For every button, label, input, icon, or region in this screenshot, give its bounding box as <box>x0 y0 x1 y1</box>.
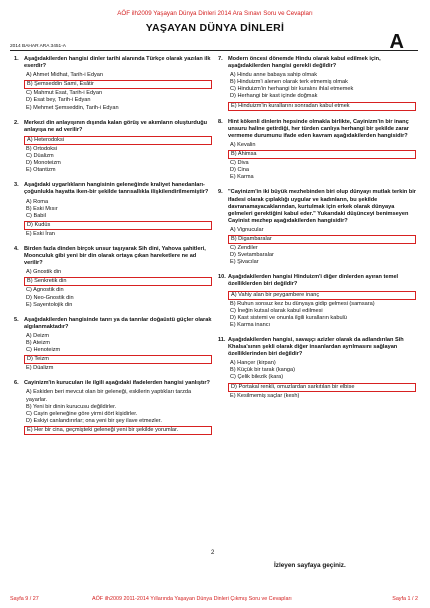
answer-option <box>24 340 212 347</box>
option-letter: C) <box>230 307 236 314</box>
option-letter: A) <box>26 332 32 339</box>
option-text: Kevalin <box>237 141 256 148</box>
option-letter: D) <box>230 93 236 100</box>
exam-code: 2014 BAHAR ARA 3451-A <box>10 44 66 49</box>
question-number: 7. <box>218 56 223 62</box>
option-text: Teizm <box>34 356 49 363</box>
option-letter: D) <box>27 221 33 228</box>
answer-option-highlighted <box>24 136 212 145</box>
footer-center: AÖF ilh2009 2011-2014 Yıllarında Yaşayan Dünya Dinleri Çıkmış Soru ve Cevapları <box>92 596 292 602</box>
next-page-note: İzleyen sayfaya geçiniz. <box>274 562 346 569</box>
option-text: Diva <box>237 160 249 167</box>
option-text: Karma inancı <box>237 321 271 328</box>
left-column <box>14 56 212 443</box>
question-stem: Aşağıdakilerden hangisi, savaşçı azizler olarak da adlandırılan Sih Khalsa'sının şekli olarak diğer insanlardan ayrılmasını sağlayan özelliklerinden biri değildir? <box>228 337 404 358</box>
answer-option <box>228 227 416 234</box>
option-list <box>24 333 212 372</box>
answer-option <box>24 287 212 294</box>
question-stem: Merkezi din anlayışının dışında kalan görüş ve akımların oluşturduğu anlayışa ne ad verilir? <box>24 119 208 133</box>
question-number: 8. <box>218 118 223 125</box>
question-stem: Aşağıdakilerden hangisi Hinduizm'i diğer dinlerden ayıran temel özelliklerden biri değildir? <box>228 274 399 288</box>
option-letter: A) <box>230 72 236 79</box>
answer-option <box>24 90 212 97</box>
answer-option <box>24 105 212 112</box>
option-text: Heterodoksi <box>34 136 65 143</box>
answer-option <box>24 302 212 309</box>
answer-option-highlighted <box>228 291 416 300</box>
option-text: Hançer (kirpan) <box>237 360 276 367</box>
question-number: 1. <box>14 56 19 62</box>
answer-option <box>24 160 212 167</box>
option-text: Kast sistemi ve onunla ilgili kuralların kabulü <box>237 314 347 321</box>
option-text: Eski Mısır <box>33 205 58 212</box>
option-text: Portakal renkli, omuzlardan sarkıtılan bir elbise <box>238 383 355 390</box>
option-text: Mahmut Esat, Tarih-i Edyan <box>33 90 103 97</box>
answer-option-highlighted <box>228 150 416 159</box>
option-text: Senkretik din <box>34 278 67 285</box>
option-text: Otantizm <box>33 167 56 174</box>
option-text: Svetambaralar <box>237 252 274 259</box>
answer-option <box>24 167 212 174</box>
option-text: Ortodoksi <box>33 145 58 152</box>
answer-option <box>24 153 212 160</box>
answer-option <box>228 360 416 367</box>
option-text: Küçük bir tarak (kanga) <box>237 367 295 374</box>
answer-option <box>24 347 212 354</box>
option-letter: D) <box>26 160 32 167</box>
option-text: Roma <box>33 198 49 205</box>
answer-option <box>24 231 212 238</box>
question-block <box>14 119 212 175</box>
answer-option <box>24 199 212 206</box>
question-number: 3. <box>14 182 19 189</box>
option-letter: E) <box>26 230 32 237</box>
question-number: 4. <box>14 245 19 252</box>
option-text: Şivacılar <box>237 259 259 266</box>
question-stem: Aşağıdakilerden hangisi dinler tarihi alanında Türkçe olarak yazılan ilk eserdir? <box>24 56 211 70</box>
option-text: Cayin geleneğine göre yirmi dört kişidirler. <box>33 410 138 417</box>
option-letter: C) <box>230 245 236 252</box>
option-text: Hinduizm'i alenen olarak terk etmemiş olmak <box>237 79 348 86</box>
option-letter: A) <box>26 389 32 396</box>
option-letter: D) <box>230 252 236 259</box>
answer-option <box>228 86 416 93</box>
option-text: Digambaralar <box>238 235 272 242</box>
option-letter: A) <box>230 141 236 148</box>
answer-option-highlighted <box>228 383 416 392</box>
option-letter: A) <box>231 291 237 298</box>
option-letter: C) <box>230 160 236 167</box>
question-stem: Aşağıdaki uygarlıkların hangisinin geleneğinde kraliyet hanedanları-çoğunlukla hayatta iken-bir şekilde tanrısallıkla ilişkilendirilmemiştir? <box>24 182 209 196</box>
option-list <box>228 227 416 266</box>
option-text: Her bir cina, geçmişteki geleneği yeni bir şekilde yorumlar. <box>34 426 179 433</box>
option-text: Monoteizm <box>33 160 61 167</box>
answer-option <box>228 167 416 174</box>
option-text: Ahmet Midhat, Tarih-i Edyan <box>32 72 104 79</box>
option-letter: E) <box>26 301 32 308</box>
header-divider <box>10 50 418 51</box>
answer-option <box>228 93 416 100</box>
answer-option <box>228 308 416 315</box>
question-number: 10. <box>218 274 226 281</box>
option-text: Henoteizm <box>33 347 61 354</box>
page-number: 2 <box>211 550 215 556</box>
option-letter: D) <box>26 294 32 301</box>
option-letter: D) <box>26 97 32 104</box>
answer-option <box>228 322 416 329</box>
option-letter: E) <box>231 102 237 109</box>
booklet-letter: A <box>389 31 404 53</box>
option-letter: A) <box>27 136 33 143</box>
answer-option <box>24 72 212 79</box>
question-block <box>14 182 212 238</box>
answer-option <box>24 418 212 425</box>
answer-option-highlighted <box>24 80 212 89</box>
answer-option <box>228 393 416 400</box>
option-letter: D) <box>27 356 33 363</box>
answer-option <box>228 367 416 374</box>
answer-option-highlighted <box>24 221 212 230</box>
option-text: Karma <box>237 174 254 181</box>
option-list <box>24 199 212 238</box>
option-text: Eskiyi canlandırırlar; ona yeni bir şey ilave etmezler. <box>33 417 162 424</box>
option-letter: C) <box>26 212 32 219</box>
option-text: Mehmet Şemseddin, Tarih-i Edyan <box>33 104 119 111</box>
option-text: Sayentolojik din <box>33 301 73 308</box>
question-number: 2. <box>14 119 19 126</box>
document-header-line: AÖF ilh2009 Yaşayan Dünya Dinleri 2014 Ara Sınavı Soru ve Cevapları <box>117 10 313 17</box>
answer-option <box>24 206 212 213</box>
option-letter: A) <box>26 72 32 79</box>
option-text: Kesilmemiş saçlar (kesh) <box>237 392 300 399</box>
option-text: Deizm <box>33 332 50 339</box>
option-letter: E) <box>26 167 32 174</box>
option-text: Düalizm <box>33 153 54 160</box>
option-letter: E) <box>230 321 236 328</box>
option-text: Babil <box>33 212 46 219</box>
option-letter: E) <box>26 104 32 111</box>
footer-left: Sayfa 9 / 27 <box>10 596 39 602</box>
footer-right: Sayfa 1 / 2 <box>392 596 418 602</box>
option-letter: C) <box>26 287 32 294</box>
option-text: Ahimsa <box>237 151 257 158</box>
option-letter: B) <box>230 367 236 374</box>
option-letter: D) <box>230 314 236 321</box>
answer-option <box>24 213 212 220</box>
option-text: Eskiden beri mevcut olan bir geleneği, eskilerin yaptıkları tarzda yayarlar. <box>26 389 192 403</box>
option-list <box>24 389 212 435</box>
option-text: Yeni bir dinin kurucusu değildirler. <box>33 403 117 410</box>
question-block <box>218 337 416 400</box>
answer-option <box>24 146 212 153</box>
answer-option-highlighted <box>228 235 416 244</box>
question-number: 6. <box>14 380 19 387</box>
answer-option <box>228 79 416 86</box>
answer-option <box>24 389 212 403</box>
question-number: 9. <box>218 189 223 196</box>
question-number: 5. <box>14 316 19 323</box>
answer-option <box>228 301 416 308</box>
option-letter: A) <box>230 360 236 367</box>
answer-option-highlighted <box>24 426 212 435</box>
option-letter: B) <box>26 403 32 410</box>
answer-option <box>228 245 416 252</box>
option-letter: E) <box>230 174 236 181</box>
option-text: Agnostik din <box>33 287 64 294</box>
question-block <box>14 245 212 309</box>
option-letter: C) <box>230 374 236 381</box>
right-column <box>218 56 416 408</box>
option-letter: B) <box>26 340 32 346</box>
option-letter: A) <box>230 226 236 233</box>
answer-option <box>24 295 212 302</box>
answer-option <box>24 365 212 372</box>
answer-option <box>228 259 416 266</box>
option-letter: E) <box>26 365 32 372</box>
option-text: Gnostik din <box>33 269 62 276</box>
question-block <box>14 380 212 435</box>
question-stem: Birden fazla dinden birçok unsur taşıyarak Sih dini, Yahova şahitleri, Moonculuk gibi yeni bir din olarak ortaya çıkan hareketlere ne ad verilir? <box>24 245 206 267</box>
question-stem: "Cayinizm'in iki büyük mezhebinden biri olup dünyayı mutlak terkin bir ifadesi olarak çıplaklığı uygular ve kadınların, bu şekilde davranamayacaklarından, kurtulmak için erkek olarak dünyaya gelmeleri gerektiğini kabul eder." Yukarıdaki düşünceyi benimseyen Cayinist mezhep aşağıdakilerden hangisidir? <box>228 189 416 224</box>
option-text: Eski İran <box>33 230 55 237</box>
option-letter: B) <box>230 300 236 307</box>
option-letter: A) <box>26 198 32 205</box>
option-list <box>24 72 212 111</box>
option-text: Vahiy alan bir peygambere inanç <box>238 291 320 298</box>
question-stem: Modern öncesi dönemde Hindu olarak kabul edilmek için, aşağıdakilerden hangisi gerekli değildir? <box>228 56 381 70</box>
option-text: Cina <box>237 167 249 174</box>
question-block <box>218 118 416 182</box>
option-text: Esat bey, Tarih-i Edyan <box>33 97 91 104</box>
option-letter: B) <box>231 151 237 158</box>
option-letter: C) <box>26 153 32 160</box>
answer-option <box>228 174 416 181</box>
answer-option <box>228 315 416 322</box>
option-letter: D) <box>230 167 236 174</box>
option-text: Şemseddin Sami, Esâtir <box>34 81 94 88</box>
option-list <box>228 291 416 329</box>
option-letter: B) <box>231 235 237 242</box>
option-letter: B) <box>27 278 33 285</box>
option-list <box>228 72 416 110</box>
question-block <box>14 316 212 373</box>
question-number: 11. <box>218 337 226 343</box>
option-text: İneğin kutsal olarak kabul edilmesi <box>237 307 323 314</box>
option-text: Hinduizm'in herhangi bir kuralını ihlal etmemek <box>237 86 354 93</box>
option-list <box>228 142 416 181</box>
option-letter: B) <box>27 81 33 88</box>
question-stem: Cayinizm'in kurucuları ile ilgili aşağıdaki ifadelerden hangisi yanlıştır? <box>24 380 210 387</box>
option-text: Hinduizm'in kurallarını sonradan kabul etmek <box>238 102 350 109</box>
option-text: Hindu anne babaya sahip olmak <box>237 72 318 79</box>
option-letter: C) <box>26 90 32 97</box>
answer-option <box>228 160 416 167</box>
option-letter: E) <box>230 259 236 266</box>
option-letter: E) <box>27 426 33 433</box>
option-letter: D) <box>231 383 237 390</box>
page-title: YAŞAYAN DÜNYA DİNLERİ <box>145 22 285 34</box>
option-text: Düalizm <box>33 365 54 372</box>
answer-option <box>228 374 416 381</box>
option-letter: A) <box>26 269 32 276</box>
answer-option <box>24 269 212 276</box>
option-text: Vignucular <box>237 226 264 233</box>
option-text: Neo-Gnostik din <box>33 294 74 301</box>
option-text: Zendiler <box>237 245 258 252</box>
option-text: Ruhun sonsuz kez bu dünyaya gidip gelmesi (samsara) <box>237 300 375 307</box>
option-text: Kudüs <box>34 221 51 228</box>
answer-option <box>24 411 212 418</box>
option-letter: D) <box>26 417 32 424</box>
question-block <box>218 189 416 266</box>
option-letter: C) <box>26 347 32 354</box>
option-letter: E) <box>230 392 236 399</box>
option-letter: B) <box>26 145 32 152</box>
question-block <box>218 274 416 329</box>
answer-option <box>228 142 416 149</box>
option-text: Çelik bilezik (kara) <box>237 374 284 381</box>
option-letter: B) <box>230 79 236 86</box>
option-letter: B) <box>26 205 32 212</box>
option-list <box>228 360 416 399</box>
answer-option <box>24 404 212 411</box>
option-letter: C) <box>26 410 32 417</box>
answer-option <box>228 72 416 79</box>
answer-option-highlighted <box>228 102 416 111</box>
question-stem: Aşağıdakilerden hangisinde tanrı ya da tanrılar doğaüstü güçler olarak algılanmaktadır? <box>24 316 212 330</box>
option-text: Herhangi bir kast içinde doğmak <box>237 93 318 100</box>
answer-option-highlighted <box>24 277 212 286</box>
option-list <box>24 136 212 174</box>
answer-option <box>228 252 416 259</box>
option-text: Ateizm <box>32 340 50 346</box>
question-stem: Hint kökenli dinlerin hepsinde olmakla birlikte, Cayinizm'in bir inanç unsuru haline getirdiği, her türden canlıya herhangi bir şekilde zarar vermeme durumunu ifade eden kavram aşağıdakilerden hangisidir? <box>228 118 409 139</box>
question-block <box>14 56 212 112</box>
answer-option-highlighted <box>24 355 212 364</box>
question-block <box>218 56 416 111</box>
answer-option <box>24 97 212 104</box>
option-list <box>24 269 212 308</box>
option-letter: C) <box>230 86 236 93</box>
answer-option <box>24 333 212 340</box>
